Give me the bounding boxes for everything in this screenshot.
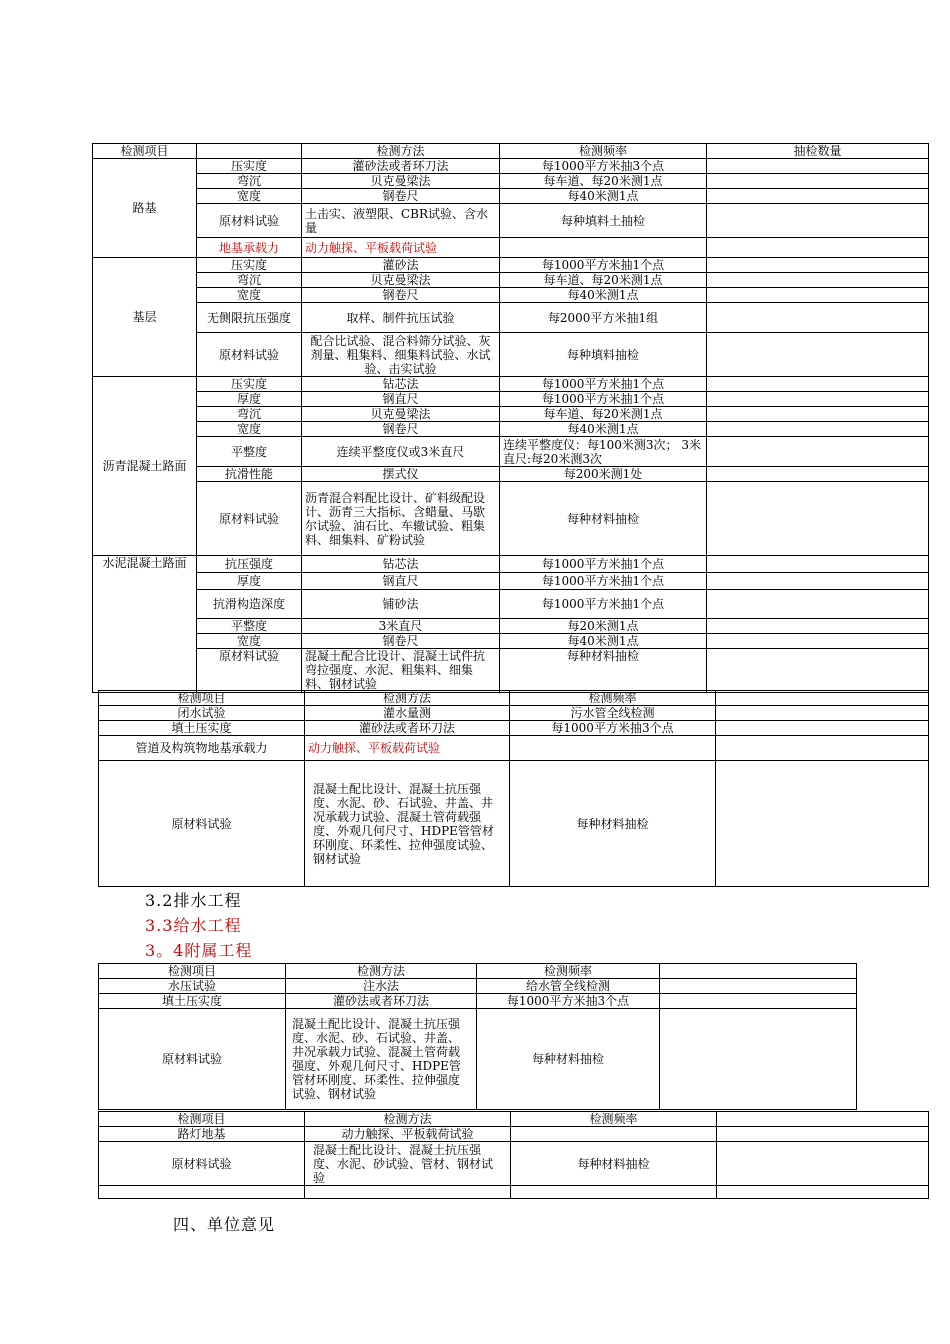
item-cell: 无侧限抗压强度 [197, 303, 302, 333]
table-row [93, 467, 929, 482]
table-row [99, 721, 929, 736]
item-cell: 原材料试验 [197, 649, 302, 693]
header-blank [716, 691, 929, 706]
freq-cell: 每1000平方米抽1个点 [500, 590, 707, 619]
count-cell [707, 377, 929, 392]
table-header-row [99, 1112, 929, 1127]
freq-cell: 每40米测1点 [500, 422, 707, 437]
blank-cell [716, 721, 929, 736]
item-cell: 填土压实度 [99, 721, 305, 736]
method-cell: 摆式仪 [302, 467, 500, 482]
count-cell [707, 258, 929, 273]
blank-cell [99, 1186, 305, 1199]
header-method: 检测方法 [305, 691, 510, 706]
method-cell: 灌砂法 [302, 258, 500, 273]
item-cell: 厚度 [197, 392, 302, 407]
table-row [93, 333, 929, 377]
freq-cell: 每种材料抽检 [477, 1009, 660, 1110]
count-cell [707, 159, 929, 174]
item-cell: 抗压强度 [197, 556, 302, 573]
table-row [99, 761, 929, 887]
item-cell: 宽度 [197, 189, 302, 204]
table-row [93, 634, 929, 649]
group-name: 沥青混凝土路面 [93, 377, 197, 556]
count-cell [707, 649, 929, 693]
count-cell [707, 392, 929, 407]
table-row [99, 979, 857, 994]
table-row [99, 1186, 929, 1199]
table-row [93, 619, 929, 634]
method-cell: 混凝土配比设计、混凝土抗压强度、水泥、砂、石试验、井盖、井况承载力试验、混凝土管荷载强度、外观几何尺寸、HDPE管管材环刚度、环柔性、拉伸强度试验、钢材试验 [305, 761, 510, 887]
item-cell: 管道及构筑物地基承载力 [99, 736, 305, 761]
method-cell: 钻芯法 [302, 377, 500, 392]
item-cell: 压实度 [197, 377, 302, 392]
count-cell [707, 333, 929, 377]
header-freq: 检测频率 [477, 964, 660, 979]
section-heading-unit-opinion: 四、单位意见 [173, 1215, 276, 1234]
method-cell: 钢卷尺 [302, 422, 500, 437]
item-cell: 原材料试验 [197, 482, 302, 556]
item-cell: 闭水试验 [99, 706, 305, 721]
table-row [99, 736, 929, 761]
item-cell: 宽度 [197, 634, 302, 649]
freq-cell: 每1000平方米抽1个点 [500, 258, 707, 273]
method-cell: 钢卷尺 [302, 189, 500, 204]
freq-cell: 每种填料土抽检 [500, 204, 707, 238]
table-header-row [99, 691, 929, 706]
freq-cell: 连续平整度仪：每100米测3次； 3米直尺:每20米测3次 [500, 437, 707, 467]
method-cell: 沥青混合料配比设计、矿料级配设计、沥青三大指标、含蜡量、马歇尔试验、油石比、车辙试验、粗集料、细集料、矿粉试验 [302, 482, 500, 556]
method-cell: 动力触探、平板载荷试验 [305, 1127, 511, 1142]
method-cell: 钢卷尺 [302, 634, 500, 649]
item-cell: 压实度 [197, 258, 302, 273]
count-cell [707, 303, 929, 333]
table-row [93, 288, 929, 303]
header-blank [717, 1112, 929, 1127]
method-cell: 钢直尺 [302, 573, 500, 590]
blank-cell [305, 1186, 511, 1199]
method-cell: 取样、制件抗压试验 [302, 303, 500, 333]
table-row [93, 258, 929, 273]
item-cell: 弯沉 [197, 174, 302, 189]
water-supply-test-table [98, 963, 857, 1110]
freq-cell: 每种材料抽检 [511, 1142, 717, 1186]
table-row [93, 204, 929, 238]
table-row [93, 407, 929, 422]
header-method: 检测方法 [286, 964, 477, 979]
freq-cell: 每1000平方米抽1个点 [500, 377, 707, 392]
method-cell: 动力触探、平板载荷试验 [302, 238, 500, 258]
method-cell: 3米直尺 [302, 619, 500, 634]
freq-cell: 每1000平方米抽3个点 [510, 721, 716, 736]
header-freq: 检测频率 [511, 1112, 717, 1127]
count-cell [707, 556, 929, 573]
blank-cell [717, 1186, 929, 1199]
count-cell [707, 467, 929, 482]
drainage-test-table [98, 690, 929, 887]
table-row [93, 159, 929, 174]
method-cell: 贝克曼梁法 [302, 273, 500, 288]
group-name: 路基 [93, 159, 197, 258]
freq-cell: 每车道、每20米测1点 [500, 174, 707, 189]
item-cell: 平整度 [197, 619, 302, 634]
table-header-row [93, 144, 929, 159]
count-cell [707, 437, 929, 467]
freq-cell: 每200米测1处 [500, 467, 707, 482]
blank-cell [717, 1142, 929, 1186]
ancillary-test-table [98, 1111, 929, 1199]
group-name: 水泥混凝土路面 [93, 556, 197, 693]
freq-cell: 每20米测1点 [500, 619, 707, 634]
item-cell: 平整度 [197, 437, 302, 467]
table-row [93, 556, 929, 573]
freq-cell: 每40米测1点 [500, 288, 707, 303]
group-name: 基层 [93, 258, 197, 377]
header-freq: 检测频率 [500, 144, 707, 159]
header-count: 抽检数量 [707, 144, 929, 159]
table-row [93, 189, 929, 204]
header-item: 检测项目 [99, 964, 286, 979]
count-cell [707, 407, 929, 422]
blank-cell [716, 706, 929, 721]
table-row [99, 706, 929, 721]
method-cell: 灌砂法或者环刀法 [305, 721, 510, 736]
section-heading-drainage: 3.2排水工程 [145, 891, 242, 910]
freq-cell [511, 1127, 717, 1142]
table-row [99, 1127, 929, 1142]
method-cell: 铺砂法 [302, 590, 500, 619]
item-cell: 原材料试验 [197, 204, 302, 238]
table-row [93, 482, 929, 556]
blank-cell [716, 736, 929, 761]
section-heading-ancillary: 3。4附属工程 [145, 941, 253, 960]
item-cell: 宽度 [197, 422, 302, 437]
table-row [99, 994, 857, 1009]
table-row [93, 174, 929, 189]
table-row [93, 238, 929, 258]
table-row [93, 303, 929, 333]
blank-cell [660, 994, 857, 1009]
count-cell [707, 273, 929, 288]
freq-cell: 每种材料抽检 [510, 761, 716, 887]
count-cell [707, 288, 929, 303]
count-cell [707, 619, 929, 634]
method-cell: 连续平整度仪或3米直尺 [302, 437, 500, 467]
method-cell: 钻芯法 [302, 556, 500, 573]
header-blank [660, 964, 857, 979]
freq-cell: 每车道、每20米测1点 [500, 407, 707, 422]
header-item: 检测项目 [99, 1112, 305, 1127]
freq-cell: 每种材料抽检 [500, 482, 707, 556]
method-cell: 动力触探、平板载荷试验 [305, 736, 510, 761]
item-cell: 原材料试验 [99, 761, 305, 887]
blank-cell [511, 1186, 717, 1199]
freq-cell: 每车道、每20米测1点 [500, 273, 707, 288]
method-cell: 贝克曼梁法 [302, 407, 500, 422]
table-row [93, 437, 929, 467]
method-cell: 注水法 [286, 979, 477, 994]
header-method: 检测方法 [305, 1112, 511, 1127]
blank-cell [660, 979, 857, 994]
freq-cell [510, 736, 716, 761]
count-cell [707, 204, 929, 238]
table-row [99, 1142, 929, 1186]
freq-cell: 每种材料抽检 [500, 649, 707, 693]
count-cell [707, 573, 929, 590]
method-cell: 灌砂法或者环刀法 [302, 159, 500, 174]
item-cell: 路灯地基 [99, 1127, 305, 1142]
item-cell: 地基承载力 [197, 238, 302, 258]
blank-cell [717, 1127, 929, 1142]
count-cell [707, 422, 929, 437]
item-cell: 填土压实度 [99, 994, 286, 1009]
freq-cell: 每40米测1点 [500, 189, 707, 204]
header-item: 检测项目 [99, 691, 305, 706]
method-cell: 配合比试验、混合料筛分试验、灰剂量、粗集料、细集料试验、水试验、击实试验 [302, 333, 500, 377]
freq-cell: 每1000平方米抽1个点 [500, 392, 707, 407]
item-cell: 弯沉 [197, 273, 302, 288]
item-cell: 水压试验 [99, 979, 286, 994]
header-freq: 检测频率 [510, 691, 716, 706]
freq-cell: 每1000平方米抽1个点 [500, 556, 707, 573]
freq-cell: 每1000平方米抽3个点 [477, 994, 660, 1009]
item-cell: 原材料试验 [99, 1009, 286, 1110]
freq-cell: 每1000平方米抽3个点 [500, 159, 707, 174]
item-cell: 弯沉 [197, 407, 302, 422]
freq-cell: 污水管全线检测 [510, 706, 716, 721]
freq-cell [500, 238, 707, 258]
road-test-table [92, 143, 929, 693]
header-method: 检测方法 [302, 144, 500, 159]
count-cell [707, 482, 929, 556]
method-cell: 灌水量测 [305, 706, 510, 721]
count-cell [707, 174, 929, 189]
method-cell: 钢直尺 [302, 392, 500, 407]
item-cell: 厚度 [197, 573, 302, 590]
method-cell: 贝克曼梁法 [302, 174, 500, 189]
item-cell: 原材料试验 [197, 333, 302, 377]
count-cell [707, 634, 929, 649]
count-cell [707, 590, 929, 619]
section-heading-water-supply: 3.3给水工程 [145, 916, 242, 935]
table-row [99, 1009, 857, 1110]
method-cell: 灌砂法或者环刀法 [286, 994, 477, 1009]
table-row [93, 573, 929, 590]
header-item: 检测项目 [93, 144, 197, 159]
item-cell: 抗滑性能 [197, 467, 302, 482]
method-cell: 混凝土配比设计、混凝土抗压强度、水泥、砂试验、管材、钢材试验 [305, 1142, 511, 1186]
blank-cell [716, 761, 929, 887]
count-cell [707, 189, 929, 204]
table-row [93, 422, 929, 437]
freq-cell: 每1000平方米抽1个点 [500, 573, 707, 590]
method-cell: 钢卷尺 [302, 288, 500, 303]
blank-cell [660, 1009, 857, 1110]
item-cell: 压实度 [197, 159, 302, 174]
count-cell [707, 238, 929, 258]
header-blank [197, 144, 302, 159]
freq-cell: 每2000平方米抽1组 [500, 303, 707, 333]
freq-cell: 每种填料抽检 [500, 333, 707, 377]
method-cell: 土击实、液塑限、CBR试验、含水量 [302, 204, 500, 238]
freq-cell: 每40米测1点 [500, 634, 707, 649]
table-row [93, 590, 929, 619]
method-cell: 混凝土配比设计、混凝土抗压强度、水泥、砂、石试验、井盖、井况承载力试验、混凝土管荷载强度、外观几何尺寸、HDPE管管材环刚度、环柔性、拉伸强度试验、钢材试验 [286, 1009, 477, 1110]
table-row [93, 649, 929, 693]
table-row [93, 377, 929, 392]
item-cell: 原材料试验 [99, 1142, 305, 1186]
freq-cell: 给水管全线检测 [477, 979, 660, 994]
item-cell: 宽度 [197, 288, 302, 303]
table-header-row [99, 964, 857, 979]
method-cell: 混凝土配合比设计、混凝土试件抗弯拉强度、水泥、粗集料、细集料、钢材试验 [302, 649, 500, 693]
table-row [93, 273, 929, 288]
table-row [93, 392, 929, 407]
item-cell: 抗滑构造深度 [197, 590, 302, 619]
